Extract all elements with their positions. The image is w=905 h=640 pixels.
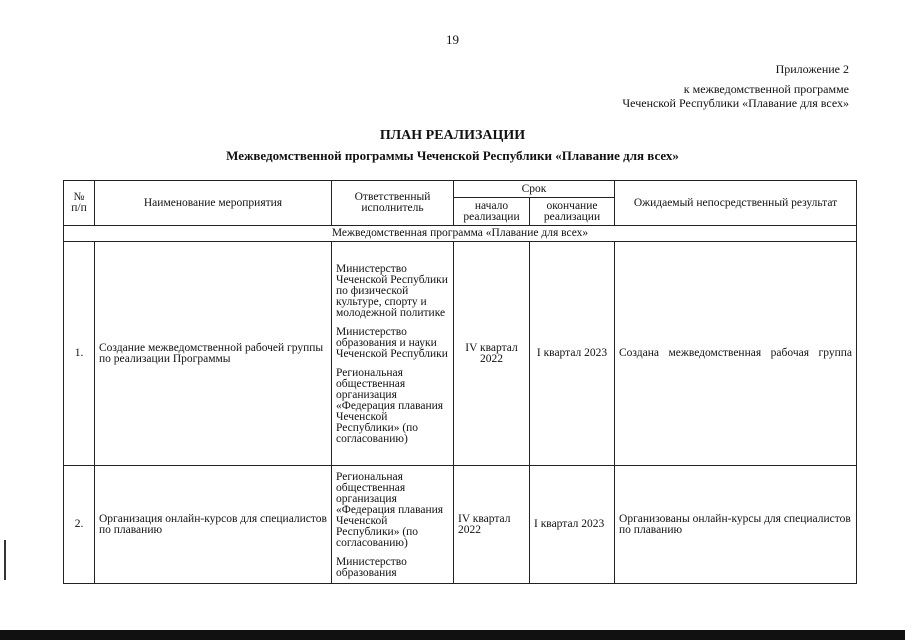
row-start: IV квартал 2022 bbox=[454, 466, 530, 584]
implementation-plan-table bbox=[63, 180, 857, 584]
scan-margin-mark bbox=[4, 540, 6, 580]
appendix-line-3: Чеченской Республики «Плавание для всех» bbox=[622, 96, 849, 110]
row-end: I квартал 2023 bbox=[530, 242, 615, 466]
table-row bbox=[64, 466, 857, 584]
title-sub: Межведомственной программы Чеченской Республики «Плавание для всех» bbox=[226, 148, 679, 163]
row-num: 1. bbox=[64, 242, 95, 466]
scan-bottom-edge bbox=[0, 630, 905, 640]
appendix-line-2: к межведомственной программе bbox=[683, 82, 849, 96]
appendix-line-1: Приложение 2 bbox=[775, 62, 849, 76]
header-term: Срок bbox=[454, 181, 615, 198]
header-name: Наименование мероприятия bbox=[95, 181, 332, 226]
header-end: окончание реализации bbox=[530, 198, 615, 226]
executor-item: Министерство образования и науки Чеченской Республики bbox=[336, 326, 448, 360]
executor-item: Региональная общественная организация «Федерация плавания Чеченской Республики» (по согласованию) bbox=[336, 367, 444, 445]
appendix-note bbox=[622, 62, 849, 110]
title-main: ПЛАН РЕАЛИЗАЦИИ bbox=[379, 128, 526, 143]
executor-item: Региональная общественная организация «Федерация плавания Чеченской Республики» (по согласованию) bbox=[336, 471, 444, 549]
header-num: № п/п bbox=[64, 181, 95, 226]
executor-item: Министерство образования bbox=[336, 556, 407, 579]
header-start: начало реализации bbox=[454, 198, 530, 226]
section-title: Межведомственная программа «Плавание для всех» bbox=[64, 226, 857, 242]
row-start: IV квартал 2022 bbox=[454, 242, 530, 466]
row-executors bbox=[332, 466, 454, 584]
row-name: Создание межведомственной рабочей группы по реализации Программы bbox=[95, 242, 332, 466]
page-number: 19 bbox=[446, 32, 459, 47]
row-end: I квартал 2023 bbox=[530, 466, 615, 584]
row-name: Организация онлайн-курсов для специалистов по плаванию bbox=[95, 466, 332, 584]
row-result: Организованы онлайн-курсы для специалистов по плаванию bbox=[615, 466, 857, 584]
table-row bbox=[64, 242, 857, 466]
row-executors bbox=[332, 242, 454, 466]
row-result: Создана межведомственная рабочая группа bbox=[615, 242, 857, 466]
document-title bbox=[0, 126, 905, 166]
executor-item: Министерство Чеченской Республики по физической культуре, спорту и молодежной политике bbox=[336, 263, 448, 319]
header-executor: Ответственный исполнитель bbox=[332, 181, 454, 226]
header-result: Ожидаемый непосредственный результат bbox=[615, 181, 857, 226]
row-num: 2. bbox=[64, 466, 95, 584]
